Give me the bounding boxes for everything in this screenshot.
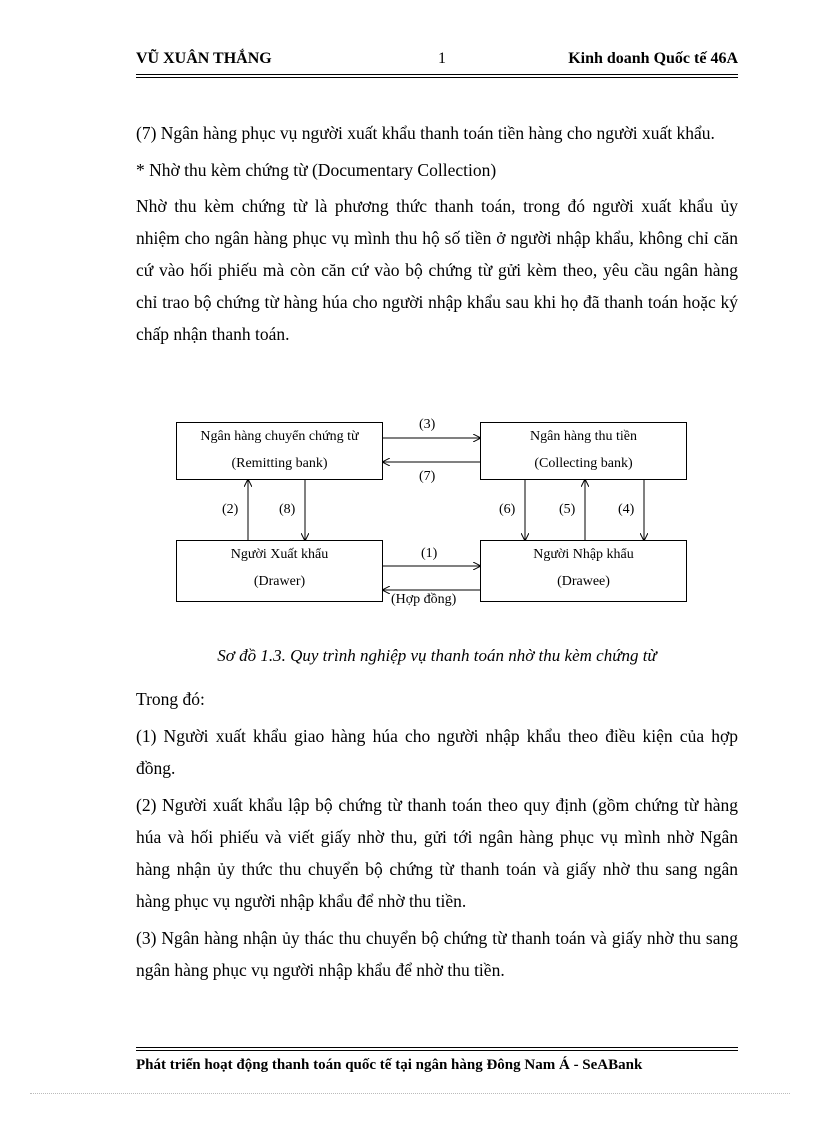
- remitting-bank-english: (Remitting bank): [231, 456, 328, 471]
- body-top: [136, 117, 738, 355]
- explanation-step-3: (3) Ngân hàng nhận ủy thác thu chuyển bộ chứng từ thanh toán và giấy nhờ thu sang ngân hàng phục vụ người nhập khẩu để nhờ thu tiền.: [136, 928, 738, 980]
- drawer-box: [176, 540, 383, 602]
- label-step-8: (8): [279, 502, 296, 517]
- header-rule-bottom: [136, 77, 738, 78]
- label-contract: (Hợp đồng): [391, 592, 457, 607]
- collection-diagram: [170, 412, 700, 612]
- explanation-step-1: (1) Người xuất khẩu giao hàng húa cho người nhập khẩu theo điều kiện của hợp đồng.: [136, 726, 738, 778]
- label-step-6: (6): [499, 502, 516, 517]
- explanation-intro: Trong đó:: [136, 689, 205, 709]
- footer-rule-top: [136, 1047, 738, 1048]
- footer-rule-bottom: [136, 1050, 738, 1051]
- explanation-step-2: (2) Người xuất khẩu lập bộ chứng từ thanh toán theo quy định (gồm chứng từ hàng húa và hối phiếu và viết giấy nhờ thu, gửi tới ngân hàng phục vụ mình nhờ Ngân hàng nhận ủy thức thu chuyển bộ chứng từ thanh toán và giấy nhờ thu sang ngân hàng phục vụ người nhập khẩu để nhờ thu tiền.: [136, 795, 738, 911]
- header-page-number: 1: [438, 50, 446, 67]
- section-heading: * Nhờ thu kèm chứng từ (Documentary Collection): [136, 160, 497, 180]
- collecting-bank-name: Ngân hàng thu tiền: [530, 429, 637, 444]
- remitting-bank-box: [176, 422, 383, 480]
- drawer-name: Người Xuất khẩu: [230, 547, 329, 562]
- page-bottom-dotted-rule: [30, 1093, 790, 1094]
- page-header: [136, 50, 738, 70]
- header-class: Kinh doanh Quốc tế 46A: [568, 50, 738, 67]
- header-rule-top: [136, 74, 738, 75]
- paragraph-step-7: (7) Ngân hàng phục vụ người xuất khẩu thanh toán tiền hàng cho người xuất khẩu.: [136, 123, 715, 143]
- label-step-2: (2): [222, 502, 239, 517]
- paragraph-definition: Nhờ thu kèm chứng từ là phương thức thanh toán, trong đó người xuất khẩu ủy nhiệm cho ngân hàng phục vụ mình thu hộ số tiền ở người nhập khẩu, không chỉ căn cứ vào hối phiếu mà còn căn cứ vào bộ chứng từ gửi kèm theo, yêu cầu ngân hàng chỉ trao bộ chứng từ hàng húa cho người nhập khẩu sau khi họ đã thanh toán hoặc ký chấp nhận thanh toán.: [136, 196, 738, 344]
- page-footer: Phát triển hoạt động thanh toán quốc tế tại ngân hàng Đông Nam Á - SeABank: [136, 1057, 643, 1073]
- diagram-caption: Sơ đồ 1.3. Quy trình nghiệp vụ thanh toán nhờ thu kèm chứng từ: [217, 646, 657, 665]
- label-step-1: (1): [421, 546, 438, 561]
- collecting-bank-box: [480, 422, 687, 480]
- drawee-english: (Drawee): [557, 574, 610, 589]
- body-bottom: [136, 683, 738, 991]
- drawer-english: (Drawer): [253, 574, 306, 589]
- header-author: VŨ XUÂN THẮNG: [136, 50, 272, 67]
- label-step-4: (4): [618, 502, 635, 517]
- drawee-box: [480, 540, 687, 602]
- label-step-3: (3): [419, 417, 436, 432]
- label-step-7: (7): [419, 469, 436, 484]
- collecting-bank-english: (Collecting bank): [534, 456, 633, 471]
- remitting-bank-name: Ngân hàng chuyển chứng từ: [200, 429, 359, 444]
- label-step-5: (5): [559, 502, 576, 517]
- drawee-name: Người Nhập khẩu: [533, 547, 634, 562]
